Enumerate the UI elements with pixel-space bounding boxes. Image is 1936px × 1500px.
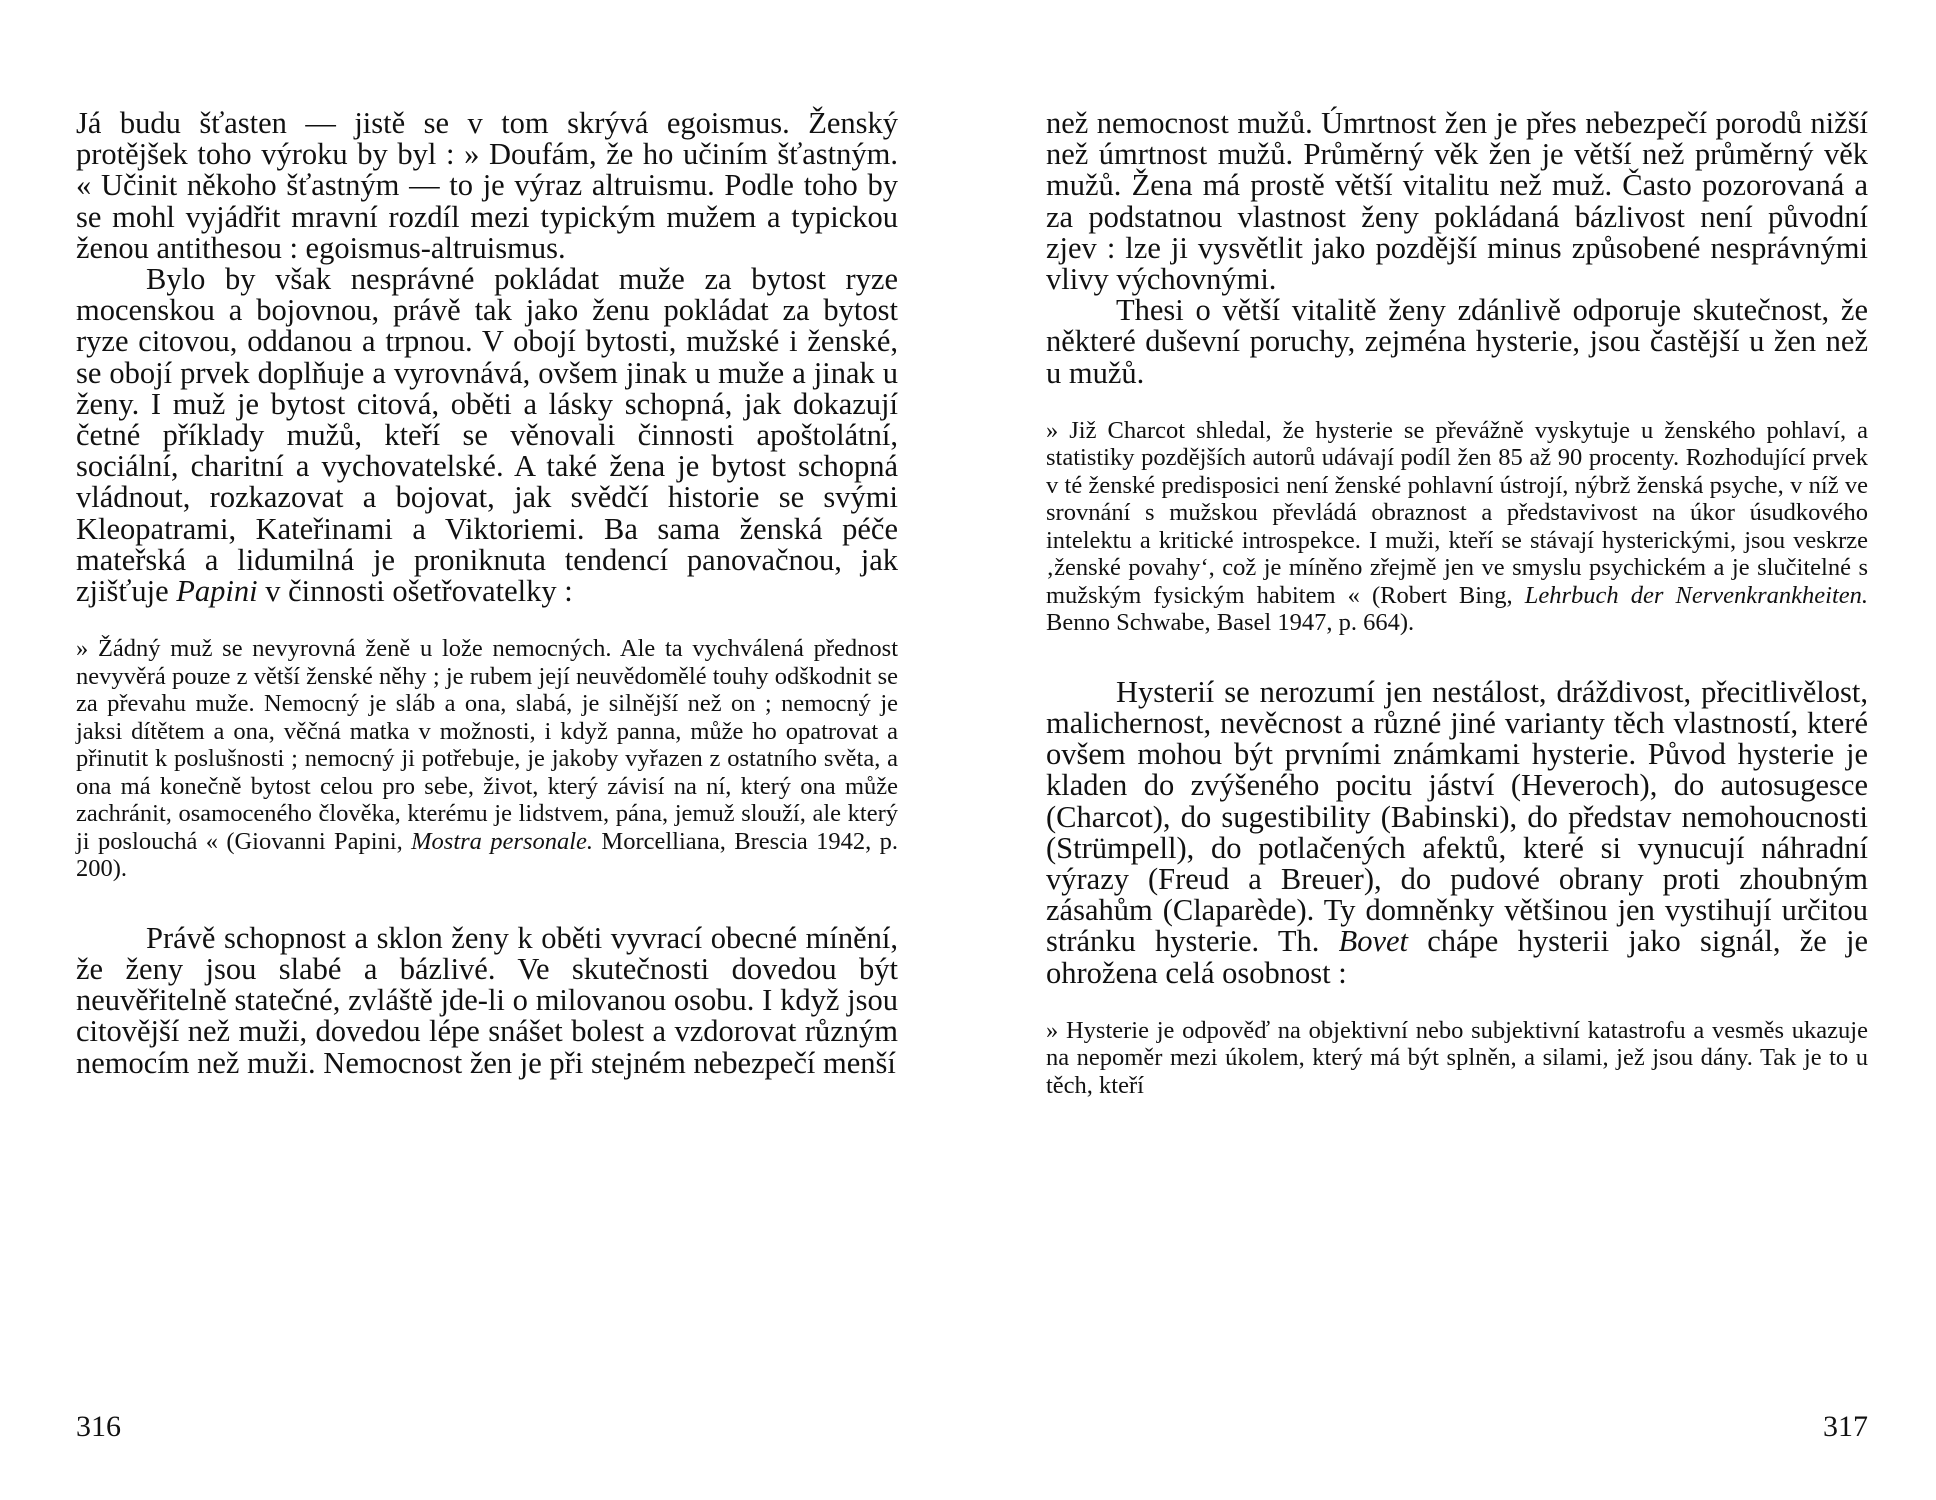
right-main-text-continued [1046,674,1868,990]
cited-title: Lehrbuch der Nervenkrankheiten. [1524,581,1869,609]
right-page [1046,108,1868,1488]
paragraph-text: Bylo by však nesprávné pokládat muže za bytost ryze mocenskou a bojovnou, právě tak jako ženu pokládat za bytost ryze citovou, oddanou a trpnou. V obojí bytosti, mužské i ženské, se obojí prvek doplňuje a vyrovnává, ovšem jinak u muže a jinak u ženy. I muž je bytost citová, oběti a lásky schopná, jak dokazují četné příklady mužů, kteří se věnovali činnosti apoštolátní, sociální, charitní a vychovatelské. A také žena je bytost schopná vládnout, rozkazovat a bojovat, jak svědčí historie se svými Kleopatrami, Kateřinami a Viktoriemi. Ba sama ženská péče mateřská a lidumilná je proniknuta tendencí panovačnou, jak zjišťuje [76,262,898,609]
author-name: Papini [176,574,258,609]
paragraph-text: chápe hysterii jako signál, že je ohrožena celá osobnost : [1046,924,1868,990]
paragraph [1046,674,1868,990]
quote-text: » Žádný muž se nevyrovná ženě u lože nemocných. Ale ta vychválená přednost nevyvěrá pouze z větší ženské něhy ; je rubem její neuvědomělé touhy odškodnit se za převahu muže. Nemocný je sláb a ona, slabá, je silnější než on ; nemocný je jaksi dítětem a ona, věčná matka v možnosti, i když panna, může ho opatrovat a přinutit k poslušnosti ; nemocný ji potřebuje, je jakoby vyřazen z ostatního světa, a ona má konečně bytost celou pro sebe, život, který závisí na ní, který ona může zachránit, osamoceného člověka, kterému je lidstvem, pána, jemuž slouží, ale který ji poslouchá « (Giovanni Papini, [76,635,898,855]
quote-text: » Již Charcot shledal, že hysterie se převážně vyskytuje u ženského pohlaví, a statistiky pozdějších autorů udávají podíl žen 85 až 90 procenty. Rozhodující prvek v té ženské predisposici není ženské pohlavní ústrojí, nýbrž ženská psyche, v níž ve srovnání s mužskou převládá obraznost a představivost na úkor úsudkového intelektu a kritické introspekce. I muži, kteří se stávají hysterickými, jsou veskrze ‚ženské povahy‘, což je míněno zřejmě jen ve smyslu psychickém a je slučitelné s mužským fysickým habitem « (Robert Bing, [1046,416,1868,609]
paragraph: Já budu šťasten — jistě se v tom skrývá egoismus. Ženský protějšek toho výroku by byl : » Doufám, že ho učiním šťastným. « Učinit někoho šťastným — to je výraz altruismu. Podle toho by se mohl vyjádřit mravní rozdíl mezi typickým mužem a typickou ženou antithesou : egoismus-altruismus. [76,106,898,265]
paragraph: Thesi o větší vitalitě ženy zdánlivě odporuje skutečnost, že některé duševní poruchy, zejména hysterie, jsou častější u žen než u mužů. [1046,293,1868,390]
paragraph: než nemocnost mužů. Úmrtnost žen je přes nebezpečí porodů nižší než úmrtnost mužů. Průměrný věk žen je větší než průměrný věk mužů. Žena má prostě větší vitalitu než muž. Často pozorovaná a za podstatnou vlastnost ženy pokládaná bázlivost není původní zjev : lze ji vysvětlit jako pozdější minus způsobené nesprávnými vlivy výchovnými. [1046,106,1868,297]
block-quote [1046,417,1868,637]
page-number: 317 [1823,1410,1868,1443]
page-number: 316 [76,1410,121,1443]
citation-text: Morcelliana, Brescia 1942, p. 200). [76,827,898,883]
cited-title: Mostra personale. [411,827,594,855]
right-main-text [1046,108,1868,389]
paragraph: Právě schopnost a sklon ženy k oběti vyvrací obecné mínění, že ženy jsou slabé a bázlivé. Ve skutečnosti dovedou být neuvěřitelně statečné, zvláště jde-li o milovanou osobu. I když jsou citovější než muži, dovedou lépe snášet bolest a vzdorovat různým nemocím než muži. Nemocnost žen je při stejném nebezpečí menší [76,920,898,1080]
block-quote [76,635,898,883]
paragraph [76,264,898,607]
block-quote: » Hysterie je odpověď na objektivní nebo subjektivní katastrofu a vesměs ukazuje na nepoměr mezi úkolem, který má být splněn, a silami, jež jsou dány. Tak je to u těch, kteří [1046,1016,1868,1099]
left-main-text [76,108,898,607]
left-main-text-continued [76,920,898,1080]
author-name: Bovet [1338,924,1409,959]
citation-text: Benno Schwabe, Basel 1947, p. 664). [1046,609,1415,637]
left-page [76,108,898,1488]
paragraph-text: v činnosti ošetřovatelky : [265,574,573,609]
paragraph-text: Hysterií se nerozumí jen nestálost, dráždivost, přecitlivělost, malichernost, nevěcnost a různé jiné varianty těch vlastností, které ovšem mohou být prvními známkami hysterie. Původ hysterie je kladen do zvýšeného pocitu jáství (Heveroch), do autosugesce (Charcot), do sugestibility (Babinski), do představ nemohoucnosti (Strümpell), do potlačených afektů, které si vynucují náhradní výrazy (Freud a Breuer), do pudové obrany proti zhoubným zásahům (Claparède). Ty domněnky většinou jen vystihují určitou stránku hysterie. Th. [1046,674,1868,959]
